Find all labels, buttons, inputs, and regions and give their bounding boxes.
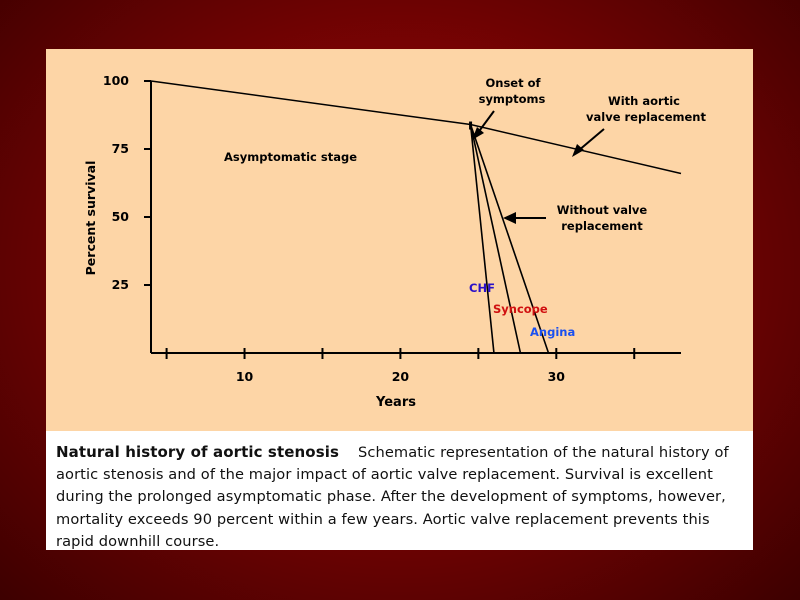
- caption: [56, 441, 751, 553]
- caption-title: Natural history of aortic stenosis: [56, 443, 339, 461]
- y-tick-label: 100: [102, 73, 129, 88]
- y-tick-label: 75: [111, 141, 129, 156]
- y-tick-label: 25: [111, 277, 129, 292]
- onset-label-line1: Onset of: [485, 76, 541, 90]
- angina-label: Angina: [530, 325, 576, 339]
- x-tick-label: 20: [391, 369, 410, 384]
- x-tick-label: 30: [547, 369, 565, 384]
- with-replacement-label-line1: With aortic: [608, 94, 680, 108]
- without-replacement-label-line1: Without valve: [556, 203, 648, 217]
- x-tick-label: 10: [235, 369, 254, 384]
- caption-spacer: [344, 444, 353, 461]
- asymptomatic-stage-label: Asymptomatic stage: [224, 150, 357, 164]
- onset-label-line2: symptoms: [478, 92, 546, 106]
- syncope-label: Syncope: [493, 302, 548, 316]
- chart-panel: [46, 49, 753, 431]
- x-axis-label: Years: [376, 395, 416, 410]
- without-replacement-label-line2: replacement: [561, 219, 643, 233]
- chf-label: CHF: [469, 281, 495, 295]
- with-replacement-label-line2: valve replacement: [586, 110, 706, 124]
- y-axis-label: Percent survival: [83, 160, 98, 276]
- series-line-syncope: [471, 125, 521, 353]
- y-tick-label: 50: [111, 209, 129, 224]
- survival-chart: [46, 49, 753, 431]
- without-replacement-arrow-icon: [503, 212, 546, 224]
- slide: [46, 49, 753, 550]
- caption-text: Schematic representation of the natural history of aortic stenosis and of the major impact of aortic valve replacement. Survival is excellent during the prolonged asymptomatic phase. After the development of symptoms, however, mortality exceeds 90 percent within a few years. Aortic valve replacement prevents this rapid downhill course.: [56, 444, 729, 550]
- with-replacement-arrow-icon: [572, 129, 604, 157]
